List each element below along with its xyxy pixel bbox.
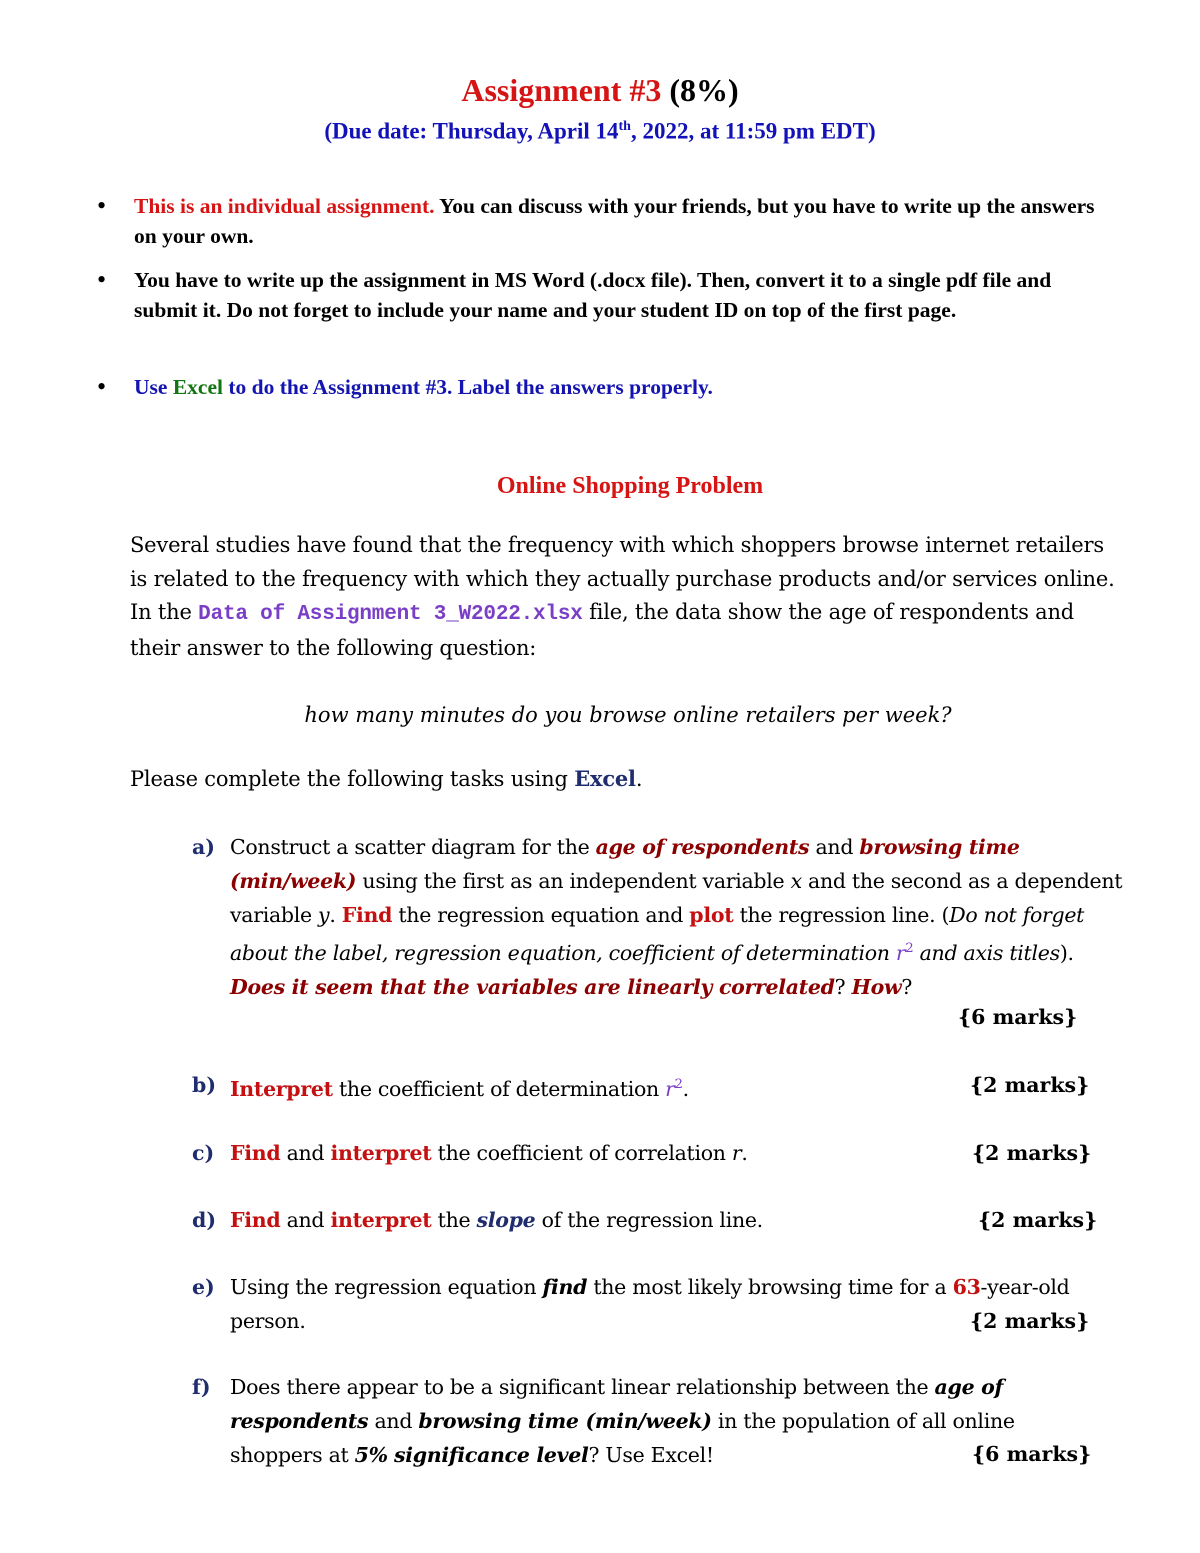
- item-c-label: c): [192, 1141, 215, 1165]
- item-f-label: f): [192, 1375, 211, 1399]
- bullet-excel-word: Excel: [172, 375, 223, 399]
- bullet-individual: [134, 191, 1114, 251]
- item-b-label: b): [192, 1073, 217, 1097]
- excel-word: Excel: [574, 766, 636, 791]
- item-e-marks: {2 marks}: [970, 1309, 1090, 1333]
- bullet-dot: •: [97, 191, 107, 220]
- item-d-label: d): [192, 1208, 217, 1232]
- item-e-text: Using the regression equation find the most likely browsing time for a 63-year-old person.: [230, 1275, 1070, 1333]
- bullet-excel: [134, 372, 1114, 402]
- item-b-marks: {2 marks}: [970, 1073, 1090, 1097]
- due-date-sup: th: [618, 119, 631, 134]
- due-date: [0, 112, 1200, 147]
- page-title: [0, 70, 1200, 110]
- due-date-suffix: , 2022, at 11:59 pm EDT): [630, 118, 876, 144]
- instructions-text: Please complete the following tasks using: [130, 767, 575, 791]
- bullet-excel-b: to do the Assignment #3. Label the answers properly.: [222, 375, 713, 399]
- section-heading: Online Shopping Problem: [496, 473, 764, 499]
- item-a-marks: {6 marks}: [958, 1005, 1078, 1029]
- title-weight: (8%): [669, 72, 739, 108]
- bullet-dot: •: [97, 265, 107, 294]
- instructions-period: .: [635, 767, 643, 791]
- bullet-dot: •: [97, 372, 107, 401]
- item-a-label: a): [192, 835, 215, 859]
- instructions: [130, 762, 1120, 797]
- item-f-text: Does there appear to be a significant linear relationship between the age of respondents and browsing time (min/week) in the population of all online shoppers at 5% significance level? Use Excel!: [230, 1375, 1015, 1467]
- due-date-prefix: (Due date: Thursday, April 14: [324, 118, 619, 144]
- bullet-excel-a: Use: [134, 375, 173, 399]
- bullet-format: You have to write up the assignment in MS Word (.docx file). Then, convert it to a single pdf file and submit it. Do not forget to include your name and your student ID on top of the first page.: [134, 268, 1052, 322]
- item-e-label: e): [192, 1275, 215, 1299]
- intro-text-b: file, the data show the age of respondents and their answer to the following question:: [130, 600, 1075, 660]
- item-b-text: Interpret the coefficient of determination $r^2$.: [230, 1076, 689, 1101]
- item-c-marks: {2 marks}: [972, 1141, 1092, 1165]
- intro-paragraph: [130, 529, 1120, 665]
- item-c-text: Find and interpret the coefficient of correlation r.: [230, 1141, 748, 1165]
- data-file-name: Data of Assignment 3_W2022.xlsx: [198, 603, 583, 626]
- survey-question: how many minutes do you browse online retailers per week?: [304, 703, 952, 727]
- bullet-individual-text: You can discuss with your friends, but you have to write up the answers on your own.: [134, 194, 1095, 248]
- intro-text-a: Several studies have found that the frequency with which shoppers browse internet retailers is related to the frequency with which they actually purchase products and/or services online. In the: [130, 533, 1115, 624]
- bullet-individual-emphasis: This is an individual assignment.: [134, 194, 435, 218]
- title-main: Assignment #3: [461, 72, 662, 108]
- item-d-marks: {2 marks}: [978, 1208, 1098, 1232]
- item-d-text: Find and interpret the slope of the regression line.: [230, 1208, 763, 1232]
- item-f-marks: {6 marks}: [972, 1442, 1092, 1466]
- item-a-text: Construct a scatter diagram for the age of respondents and browsing time (min/week) using the first as an independent variable x and the second as a dependent variable y. Find the regression equation and plot the regression line. (Do not forget about the label, regression equation, coefficient of determination $r^2$ and axis titles). Does it seem that the variables are linearly correlated? How?: [230, 835, 1123, 999]
